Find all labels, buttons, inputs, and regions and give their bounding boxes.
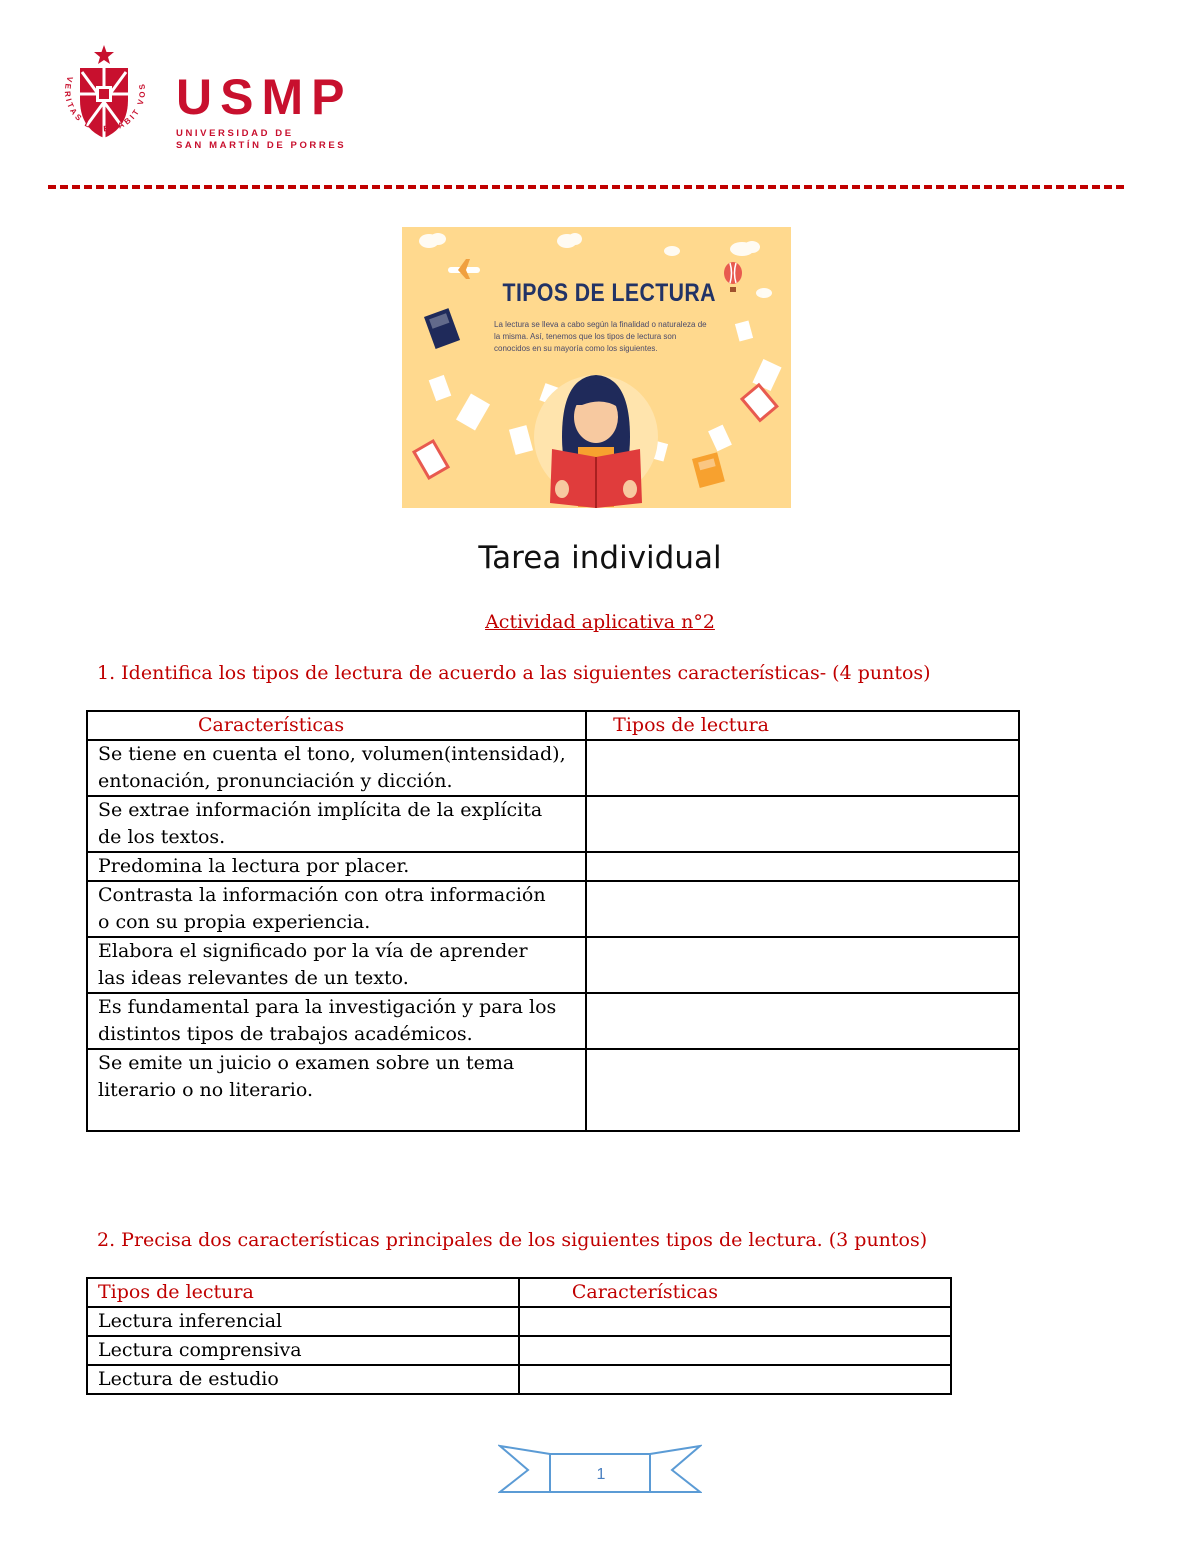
answer-cell[interactable] xyxy=(519,1336,951,1365)
characteristic-line: literario o no literario. xyxy=(98,1079,314,1101)
characteristic-line: distintos tipos de trabajos académicos. xyxy=(98,1023,473,1045)
poster-body-text: La lectura se lleva a cabo según la finalidad o naturaleza de la misma. Así, tenemos que los tipos de lectura son conocidos en su mayoría como los siguientes. xyxy=(494,320,707,353)
answer-cell[interactable] xyxy=(586,796,1019,852)
table-row xyxy=(87,937,1019,993)
characteristics-table xyxy=(86,710,1020,1132)
table-row xyxy=(87,1336,951,1365)
motto-text: VERITAS LIBERABIT VOS xyxy=(62,75,148,134)
reading-type-cell: Lectura inferencial xyxy=(87,1307,519,1336)
table-header-row xyxy=(87,711,1019,740)
header-tipos-de-lectura: Tipos de lectura xyxy=(87,1278,519,1307)
answer-cell[interactable] xyxy=(586,1049,1019,1131)
table-row xyxy=(87,1365,951,1394)
reading-type-cell: Lectura comprensiva xyxy=(87,1336,519,1365)
characteristic-line: las ideas relevantes de un texto. xyxy=(98,967,409,989)
table-row xyxy=(87,852,1019,881)
brand-block xyxy=(176,69,353,152)
table-row xyxy=(87,993,1019,1049)
characteristic-cell xyxy=(87,1049,586,1131)
characteristic-cell xyxy=(87,937,586,993)
table-row xyxy=(87,881,1019,937)
answer-cell[interactable] xyxy=(586,993,1019,1049)
characteristic-line: Predomina la lectura por placer. xyxy=(98,855,410,877)
page-number: 1 xyxy=(596,1466,606,1483)
brand-subtitle-line1: UNIVERSIDAD DE xyxy=(176,128,294,139)
brand-subtitle-line2: SAN MARTÍN DE PORRES xyxy=(176,140,347,151)
characteristic-line: Se tiene en cuenta el tono, volumen(intensidad), xyxy=(98,743,566,765)
table-row xyxy=(87,740,1019,796)
answer-cell[interactable] xyxy=(586,881,1019,937)
header-caracteristicas: Características xyxy=(87,711,586,740)
table-row xyxy=(87,1049,1019,1131)
header-caracteristicas: Características xyxy=(519,1278,951,1307)
brand-name: USMP xyxy=(176,69,353,125)
characteristic-line: de los textos. xyxy=(98,826,226,848)
usmp-shield-icon xyxy=(62,42,172,152)
characteristic-line: Contrasta la información con otra información xyxy=(98,884,546,906)
answer-cell[interactable] xyxy=(586,740,1019,796)
table-header-row xyxy=(87,1278,951,1307)
characteristic-line: Es fundamental para la investigación y para los xyxy=(98,996,557,1018)
poster-title: TIPOS DE LECTURA xyxy=(502,279,716,307)
answer-cell[interactable] xyxy=(519,1365,951,1394)
header-divider xyxy=(48,185,1128,189)
activity-heading: Actividad aplicativa n°2 xyxy=(485,611,715,633)
answer-cell[interactable] xyxy=(586,937,1019,993)
table-row xyxy=(87,796,1019,852)
question-1: 1. Identifica los tipos de lectura de acuerdo a las siguientes características- (4 puntos) xyxy=(97,662,931,684)
characteristic-cell xyxy=(87,881,586,937)
reading-types-table xyxy=(86,1277,952,1395)
poster-illustration xyxy=(402,227,791,508)
characteristic-line: Se emite un juicio o examen sobre un tema xyxy=(98,1052,515,1074)
characteristic-line: entonación, pronunciación y dicción. xyxy=(98,770,453,792)
characteristic-cell xyxy=(87,740,586,796)
header-tipos-de-lectura: Tipos de lectura xyxy=(586,711,1019,740)
characteristic-cell xyxy=(87,852,586,881)
characteristic-line: Elabora el significado por la vía de aprender xyxy=(98,940,528,962)
answer-cell[interactable] xyxy=(519,1307,951,1336)
characteristic-line: Se extrae información implícita de la explícita xyxy=(98,799,543,821)
question-2: 2. Precisa dos características principales de los siguientes tipos de lectura. (3 puntos) xyxy=(97,1229,928,1251)
characteristic-cell xyxy=(87,796,586,852)
page-title: Tarea individual xyxy=(478,540,722,576)
characteristic-line: o con su propia experiencia. xyxy=(98,911,371,933)
answer-cell[interactable] xyxy=(586,852,1019,881)
characteristic-cell xyxy=(87,993,586,1049)
tipos-de-lectura-poster xyxy=(402,227,791,508)
table-row xyxy=(87,1307,951,1336)
reading-type-cell: Lectura de estudio xyxy=(87,1365,519,1394)
